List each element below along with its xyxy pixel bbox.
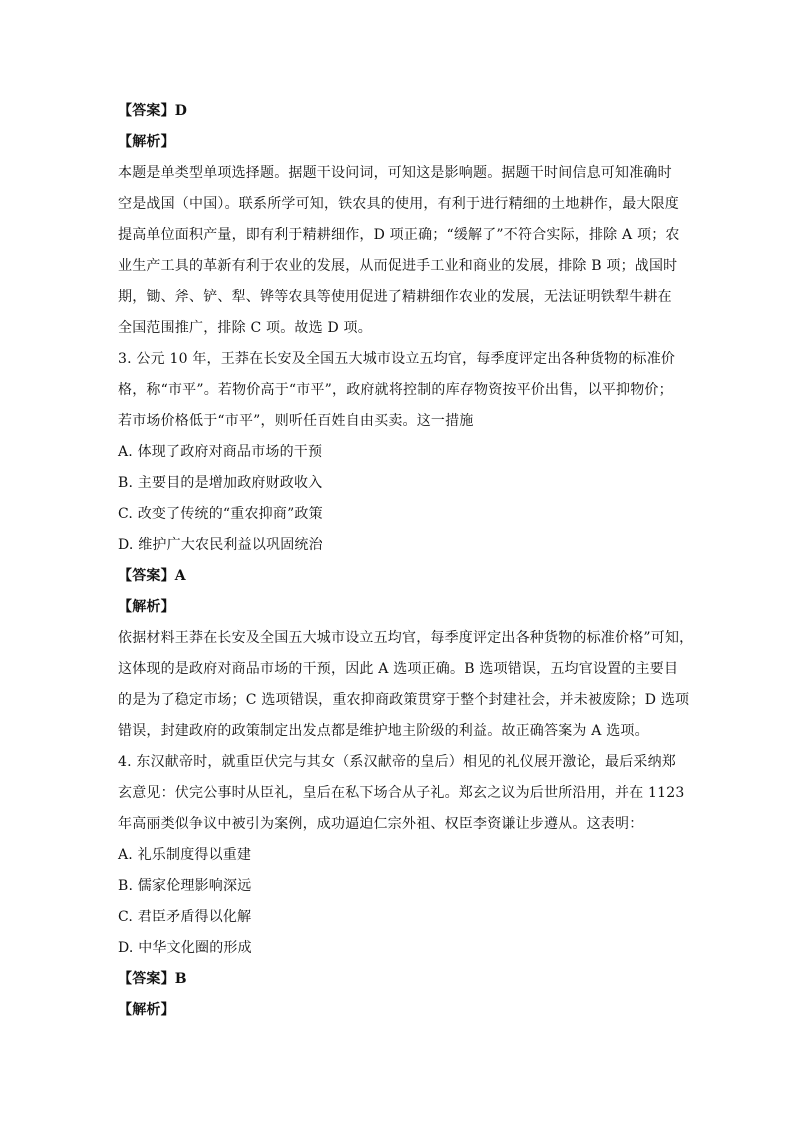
question-line: 格，称“市平”。若物价高于“市平”，政府就将控制的库存物资按平价出售，以平抑物价； xyxy=(118,382,673,398)
question-line: 4. 东汉献帝时，就重臣伏完与其女（系汉献帝的皇后）相见的礼仪展开激论，最后采纳郑 xyxy=(118,754,677,770)
analysis-heading: 【解析】 xyxy=(118,134,175,150)
question-4 xyxy=(118,747,685,840)
analysis-line: 期，锄、斧、铲、犁、铧等农具等使用促进了精耕细作农业的发展，无法证明铁犁牛耕在 xyxy=(118,289,672,305)
question-line: 3. 公元 10 年，王莽在长安及全国五大城市设立五均官，每季度评定出各种货物的标准价 xyxy=(118,351,676,367)
option-c: C. 君臣矛盾得以化解 xyxy=(118,909,252,925)
question-3-options xyxy=(118,437,678,561)
analysis-line: 全国范围推广，排除 C 项。故选 D 项。 xyxy=(118,320,372,336)
option-c: C. 改变了传统的“重农抑商”政策 xyxy=(118,506,323,522)
question-3 xyxy=(118,344,678,437)
analysis-line: 提高单位面积产量，即有利于精耕细作，D 项正确；“缓解了”不符合实际，排除 A 项；农 xyxy=(118,227,680,243)
option-a: A. 礼乐制度得以重建 xyxy=(118,847,252,863)
option-b: B. 儒家伦理影响深远 xyxy=(118,878,252,894)
analysis-line: 本题是单类型单项选择题。据题干设问词，可知这是影响题。据题干时间信息可知准确时 xyxy=(118,165,672,181)
question-line: 年高丽类似争议中被引为案例，成功逼迫仁宗外祖、权臣李资谦让步遵从。这表明： xyxy=(118,816,644,832)
analysis-block xyxy=(118,158,678,344)
option-d: D. 中华文化圈的形成 xyxy=(118,940,252,956)
analysis-line: 依据材料王莽在长安及全国五大城市设立五均官，每季度评定出各种货物的标准价格”可知， xyxy=(118,630,694,646)
question-4-options xyxy=(118,840,678,964)
analysis-line: 的是为了稳定市场；C 选项错误，重农抑商政策贯穿于整个封建社会，并未被废除；D 选项 xyxy=(118,692,690,708)
answer-label: 【答案】B xyxy=(118,971,187,987)
analysis-block xyxy=(118,623,694,747)
analysis-heading: 【解析】 xyxy=(118,599,175,615)
question-line: 玄意见：伏完公事时从臣礼，皇后在私下场合从子礼。郑玄之议为后世所沿用，并在 1123 xyxy=(118,785,685,801)
answer-label: 【答案】A xyxy=(118,568,186,584)
option-d: D. 维护广大农民利益以巩固统治 xyxy=(118,537,323,553)
analysis-line: 错误，封建政府的政策制定出发点都是维护地主阶级的利益。故正确答案为 A 选项。 xyxy=(118,723,649,739)
analysis-line: 这体现的是政府对商品市场的干预，因此 A 选项正确。B 选项错误，五均官设置的主要目 xyxy=(118,661,679,677)
analysis-line: 空是战国（中国）。联系所学可知，铁农具的使用，有利于进行精细的土地耕作，最大限度 xyxy=(118,196,679,212)
analysis-line: 业生产工具的革新有利于农业的发展，从而促进手工业和商业的发展，排除 B 项；战国时 xyxy=(118,258,678,274)
question-line: 若市场价格低于“市平”，则听任百姓自由买卖。这一措施 xyxy=(118,413,474,429)
analysis-heading: 【解析】 xyxy=(118,1002,175,1018)
document-page xyxy=(118,96,694,1026)
option-a: A. 体现了政府对商品市场的干预 xyxy=(118,444,323,460)
answer-label: 【答案】D xyxy=(118,103,188,119)
option-b: B. 主要目的是增加政府财政收入 xyxy=(118,475,323,491)
